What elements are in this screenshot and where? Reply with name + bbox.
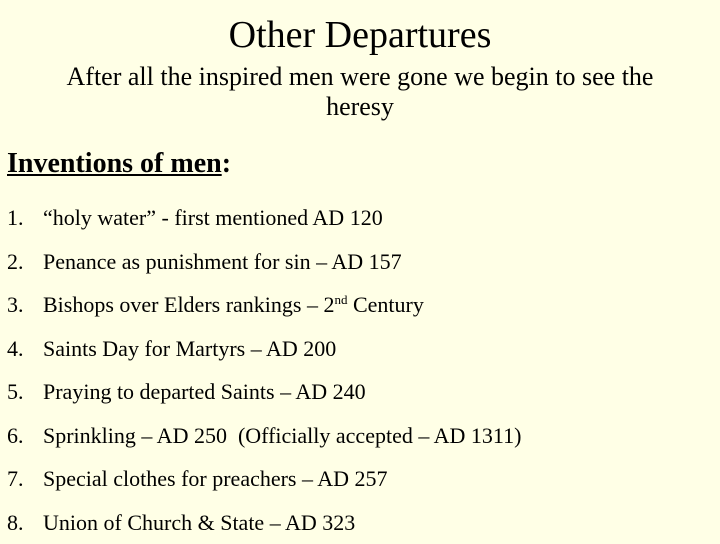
slide-subtitle: After all the inspired men were gone we begin to see the heresy [30,62,690,122]
list-item [7,414,521,458]
list-item-text: Special clothes for preachers – AD 257 [43,466,388,491]
list-item-number: 5. [7,370,43,414]
list-item-text-end: Century [347,292,423,317]
list-item [7,501,521,544]
list-item-text: Penance as punishment for sin – AD 157 [43,249,402,274]
list-item [7,457,521,501]
list-item-number: 1. [7,196,43,240]
list-item-text: Praying to departed Saints – AD 240 [43,379,366,404]
list-item-number: 2. [7,240,43,284]
inventions-list [7,196,521,544]
list-item [7,283,521,327]
section-heading-colon: : [222,148,231,179]
list-item [7,240,521,284]
section-heading-text: Inventions of men [7,148,222,179]
list-item-number: 6. [7,414,43,458]
slide-title: Other Departures [0,12,720,58]
list-item-number: 8. [7,501,43,544]
list-item [7,370,521,414]
list-item-text: Bishops over Elders rankings – 2 [43,292,334,317]
list-item [7,327,521,371]
list-item-text: “holy water” - first mentioned AD 120 [43,205,383,230]
ordinal-suffix: nd [334,292,347,307]
list-item-number: 3. [7,283,43,327]
section-heading [7,146,231,182]
list-item-number: 7. [7,457,43,501]
list-item [7,196,521,240]
list-item-text: Union of Church & State – AD 323 [43,510,355,535]
list-item-text: Saints Day for Martyrs – AD 200 [43,336,336,361]
list-item-text: Sprinkling – AD 250 (Officially accepted – AD 1311) [43,423,521,448]
list-item-number: 4. [7,327,43,371]
